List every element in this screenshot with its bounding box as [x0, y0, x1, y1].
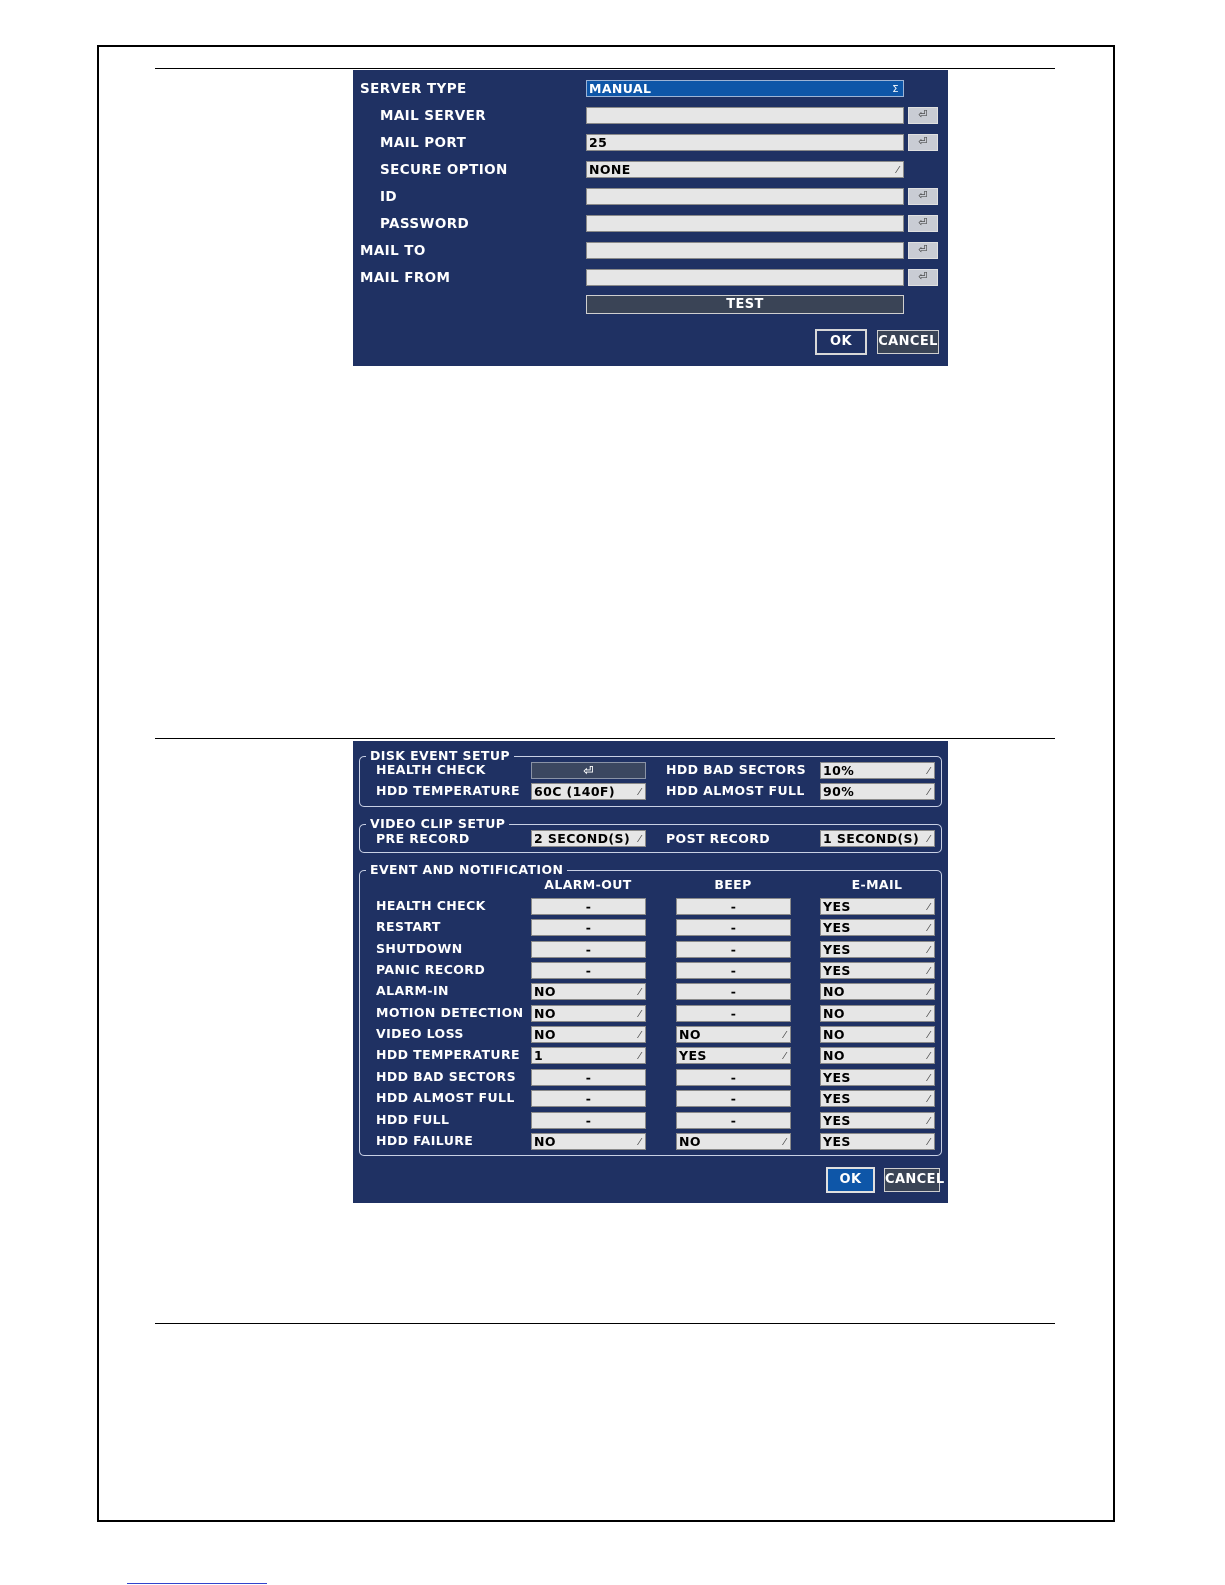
- option-icon: ⁄: [927, 1094, 930, 1105]
- secure-option-select[interactable]: [586, 161, 904, 178]
- option-icon: ⁄: [638, 787, 641, 798]
- event-row-label: RESTART: [376, 919, 441, 934]
- email-select[interactable]: [820, 1047, 935, 1064]
- dropdown-icon: Σ: [892, 84, 899, 95]
- alarm-out-value: -: [585, 1091, 592, 1106]
- middle-rule: [155, 738, 1055, 739]
- alarm-out-value: NO: [534, 984, 556, 999]
- alarm-out-select[interactable]: [531, 1026, 646, 1043]
- event-row-label: HDD FULL: [376, 1112, 450, 1127]
- alarm-out-value: NO: [534, 1134, 556, 1149]
- mail-port-enter-button[interactable]: [908, 134, 938, 151]
- event-row-label: ALARM-IN: [376, 983, 449, 998]
- hdd-almost-full-value: 90%: [823, 784, 855, 799]
- mail-port-label: MAIL PORT: [380, 135, 467, 151]
- event-row-label: SHUTDOWN: [376, 941, 463, 956]
- beep-select: [676, 941, 791, 958]
- event-row-label: HDD FAILURE: [376, 1133, 474, 1148]
- beep-select: [676, 1112, 791, 1129]
- alarm-out-value: -: [585, 899, 592, 914]
- beep-select: [676, 962, 791, 979]
- enter-icon: ⏎: [583, 763, 594, 778]
- enter-icon: ⏎: [918, 135, 928, 148]
- option-icon: ⁄: [783, 1051, 786, 1062]
- column-header-beep: BEEP: [714, 877, 752, 892]
- mail-port-field[interactable]: 25: [586, 134, 904, 151]
- email-select[interactable]: [820, 1090, 935, 1107]
- id-label: ID: [380, 189, 398, 205]
- alarm-out-select: [531, 898, 646, 915]
- event-row-label: HEALTH CHECK: [376, 898, 486, 913]
- post-record-value: 1 SECOND(S): [823, 831, 920, 846]
- beep-select[interactable]: [676, 1047, 791, 1064]
- email-select[interactable]: [820, 1069, 935, 1086]
- email-value: NO: [823, 1027, 845, 1042]
- event-row-label: VIDEO LOSS: [376, 1026, 464, 1041]
- event-row-label: PANIC RECORD: [376, 962, 486, 977]
- event-row-label: HDD TEMPERATURE: [376, 1047, 520, 1062]
- email-select[interactable]: [820, 983, 935, 1000]
- cancel-button[interactable]: CANCEL: [884, 1168, 940, 1192]
- cancel-button[interactable]: CANCEL: [877, 330, 939, 354]
- mail-to-enter-button[interactable]: [908, 242, 938, 259]
- option-icon: ⁄: [896, 165, 899, 176]
- password-field[interactable]: [586, 215, 904, 232]
- beep-select: [676, 1090, 791, 1107]
- option-icon: ⁄: [927, 945, 930, 956]
- column-header-email: E-MAIL: [851, 877, 903, 892]
- email-setup-panel: [353, 70, 948, 366]
- beep-select: [676, 919, 791, 936]
- pre-record-label: PRE RECORD: [376, 831, 470, 846]
- ok-button[interactable]: OK: [815, 329, 867, 355]
- server-type-value: MANUAL: [589, 81, 652, 96]
- beep-select: [676, 1069, 791, 1086]
- alarm-out-value: -: [585, 920, 592, 935]
- beep-select: [676, 898, 791, 915]
- hdd-bad-sectors-select[interactable]: [820, 762, 935, 779]
- option-icon: ⁄: [783, 1137, 786, 1148]
- beep-value: NO: [679, 1027, 701, 1042]
- hdd-almost-full-select[interactable]: [820, 783, 935, 800]
- option-icon: ⁄: [638, 987, 641, 998]
- health-check-label: HEALTH CHECK: [376, 762, 486, 777]
- disk-event-setup-title: DISK EVENT SETUP: [366, 749, 514, 763]
- alarm-out-value: NO: [534, 1027, 556, 1042]
- alarm-out-select: [531, 919, 646, 936]
- password-enter-button[interactable]: [908, 215, 938, 232]
- email-value: YES: [823, 1091, 851, 1106]
- option-icon: ⁄: [638, 1009, 641, 1020]
- beep-value: -: [730, 1091, 737, 1106]
- server-type-select[interactable]: [586, 80, 904, 97]
- mail-to-label: MAIL TO: [360, 243, 426, 259]
- mail-from-label: MAIL FROM: [360, 270, 451, 286]
- email-value: YES: [823, 920, 851, 935]
- mail-to-field[interactable]: [586, 242, 904, 259]
- beep-value: -: [730, 984, 737, 999]
- post-record-label: POST RECORD: [666, 831, 771, 846]
- beep-select: [676, 983, 791, 1000]
- health-check-enter-button[interactable]: [531, 762, 646, 779]
- mail-server-label: MAIL SERVER: [380, 108, 487, 124]
- hdd-temperature-value: 60C (140F): [534, 784, 615, 799]
- email-value: NO: [823, 1006, 845, 1021]
- beep-value: -: [730, 1113, 737, 1128]
- option-icon: ⁄: [783, 1030, 786, 1041]
- event-setup-panel: [353, 741, 948, 1203]
- bottom-rule: [155, 1323, 1055, 1324]
- alarm-out-select: [531, 1112, 646, 1129]
- email-value: NO: [823, 984, 845, 999]
- alarm-out-value: -: [585, 942, 592, 957]
- enter-icon: ⏎: [918, 243, 928, 256]
- email-select[interactable]: [820, 898, 935, 915]
- option-icon: ⁄: [927, 966, 930, 977]
- hdd-bad-sectors-value: 10%: [823, 763, 855, 778]
- alarm-out-select[interactable]: [531, 1047, 646, 1064]
- event-row-label: HDD BAD SECTORS: [376, 1069, 516, 1084]
- beep-value: -: [730, 899, 737, 914]
- event-row-label: MOTION DETECTION: [376, 1005, 524, 1020]
- alarm-out-select[interactable]: [531, 1133, 646, 1150]
- beep-select[interactable]: [676, 1133, 791, 1150]
- email-select[interactable]: [820, 919, 935, 936]
- alarm-out-value: -: [585, 1113, 592, 1128]
- option-icon: ⁄: [927, 987, 930, 998]
- option-icon: ⁄: [927, 1009, 930, 1020]
- alarm-out-value: -: [585, 1070, 592, 1085]
- mail-server-field[interactable]: [586, 107, 904, 124]
- email-value: YES: [823, 942, 851, 957]
- secure-option-label: SECURE OPTION: [380, 162, 508, 178]
- top-rule: [155, 68, 1055, 69]
- footer-link-underline: [127, 1583, 267, 1584]
- alarm-out-select: [531, 1090, 646, 1107]
- email-value: YES: [823, 899, 851, 914]
- email-value: NO: [823, 1048, 845, 1063]
- server-type-label: SERVER TYPE: [360, 81, 467, 97]
- video-clip-setup-title: VIDEO CLIP SETUP: [366, 817, 509, 831]
- email-value: YES: [823, 1134, 851, 1149]
- email-select[interactable]: [820, 1112, 935, 1129]
- beep-value: NO: [679, 1134, 701, 1149]
- option-icon: ⁄: [927, 1137, 930, 1148]
- beep-value: -: [730, 1006, 737, 1021]
- id-enter-button[interactable]: [908, 188, 938, 205]
- email-value: YES: [823, 1070, 851, 1085]
- alarm-out-select: [531, 962, 646, 979]
- email-select[interactable]: [820, 1026, 935, 1043]
- beep-select: [676, 1005, 791, 1022]
- alarm-out-select: [531, 1069, 646, 1086]
- hdd-almost-full-label: HDD ALMOST FULL: [666, 783, 805, 798]
- id-field[interactable]: [586, 188, 904, 205]
- enter-icon: ⏎: [918, 216, 928, 229]
- email-select[interactable]: [820, 962, 935, 979]
- option-icon: ⁄: [927, 1030, 930, 1041]
- beep-value: -: [730, 942, 737, 957]
- option-icon: ⁄: [927, 787, 930, 798]
- option-icon: ⁄: [927, 1051, 930, 1062]
- option-icon: ⁄: [927, 902, 930, 913]
- alarm-out-value: -: [585, 963, 592, 978]
- beep-value: -: [730, 1070, 737, 1085]
- email-value: YES: [823, 963, 851, 978]
- post-record-select[interactable]: [820, 830, 935, 847]
- beep-value: -: [730, 963, 737, 978]
- email-value: YES: [823, 1113, 851, 1128]
- pre-record-value: 2 SECOND(S): [534, 831, 631, 846]
- mail-from-enter-button[interactable]: [908, 269, 938, 286]
- mail-from-field[interactable]: [586, 269, 904, 286]
- password-label: PASSWORD: [380, 216, 470, 232]
- enter-icon: ⏎: [918, 189, 928, 202]
- alarm-out-select[interactable]: [531, 983, 646, 1000]
- column-header-alarm-out: ALARM-OUT: [544, 877, 632, 892]
- option-icon: ⁄: [927, 923, 930, 934]
- alarm-out-select: [531, 941, 646, 958]
- hdd-temperature-label: HDD TEMPERATURE: [376, 783, 520, 798]
- hdd-temperature-select[interactable]: [531, 783, 646, 800]
- option-icon: ⁄: [638, 1137, 641, 1148]
- email-select[interactable]: [820, 1133, 935, 1150]
- mail-server-enter-button[interactable]: [908, 107, 938, 124]
- email-select[interactable]: [820, 941, 935, 958]
- alarm-out-select[interactable]: [531, 1005, 646, 1022]
- beep-select[interactable]: [676, 1026, 791, 1043]
- enter-icon: ⏎: [918, 270, 928, 283]
- alarm-out-value: NO: [534, 1006, 556, 1021]
- alarm-out-value: 1: [534, 1048, 544, 1063]
- option-icon: ⁄: [638, 1051, 641, 1062]
- option-icon: ⁄: [927, 1073, 930, 1084]
- option-icon: ⁄: [638, 834, 641, 845]
- email-select[interactable]: [820, 1005, 935, 1022]
- test-button[interactable]: TEST: [586, 295, 904, 314]
- secure-option-value: NONE: [589, 162, 631, 177]
- beep-value: YES: [679, 1048, 707, 1063]
- option-icon: ⁄: [927, 834, 930, 845]
- option-icon: ⁄: [638, 1030, 641, 1041]
- option-icon: ⁄: [927, 766, 930, 777]
- pre-record-select[interactable]: [531, 830, 646, 847]
- ok-button[interactable]: OK: [826, 1167, 875, 1193]
- event-row-label: HDD ALMOST FULL: [376, 1090, 515, 1105]
- event-notification-title: EVENT AND NOTIFICATION: [366, 863, 567, 877]
- option-icon: ⁄: [927, 1116, 930, 1127]
- beep-value: -: [730, 920, 737, 935]
- enter-icon: ⏎: [918, 108, 928, 121]
- hdd-bad-sectors-label: HDD BAD SECTORS: [666, 762, 806, 777]
